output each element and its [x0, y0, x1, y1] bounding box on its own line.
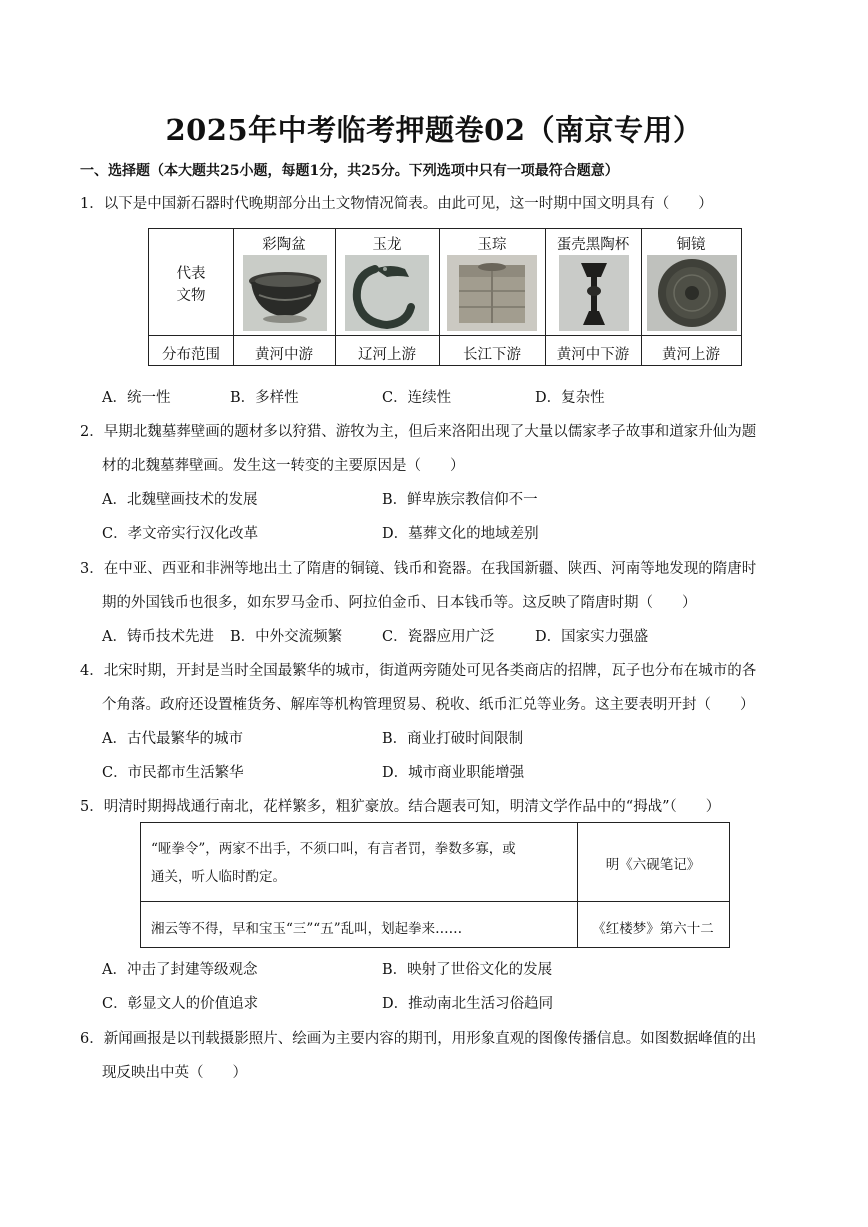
question-text-continued: 期的外国钱币也很多，如东罗马金币、阿拉伯金币、日本钱币等。这反映了隋唐时期（ ） [102, 595, 697, 611]
question-6-stem [80, 1027, 756, 1048]
artifact-name: 玉琮 [477, 237, 507, 253]
artifact-table [148, 228, 742, 366]
artifact-region: 黄河上游 [662, 347, 720, 363]
question-number: 2． [80, 424, 104, 440]
artifact-name: 玉龙 [372, 237, 402, 253]
option-c[interactable]: C．瓷器应用广泛 [382, 629, 495, 645]
question-text-continued: 现反映出中英（ ） [102, 1065, 247, 1081]
jade-dragon-icon [345, 255, 429, 331]
row-header-artifacts: 代表 文物 [176, 266, 206, 304]
option-a[interactable]: A．北魏壁画技术的发展 [102, 492, 258, 508]
question-number: 4． [80, 663, 104, 679]
option-c[interactable]: C．孝文帝实行汉化改革 [102, 526, 259, 542]
question-text-continued: 材的北魏墓葬壁画。发生这一转变的主要原因是（ ） [102, 458, 465, 474]
question-3-stem [80, 557, 756, 578]
option-d[interactable]: D．国家实力强盛 [535, 629, 649, 645]
bronze-mirror-icon [647, 255, 737, 331]
row-header-region: 分布范围 [162, 347, 220, 363]
question-text-continued: 个角落。政府还设置榷货务、解库等机构管理贸易、税收、纸币汇兑等业务。这主要表明开封（ ） [102, 697, 755, 713]
jade-cong-icon [447, 255, 537, 331]
option-a[interactable]: A．统一性 [102, 390, 171, 406]
eggshell-black-pottery-cup-icon [559, 255, 629, 331]
question-text: 北宋时期，开封是当时全国最繁华的城市，街道两旁随处可见各类商店的招牌，瓦子也分布在城市的各 [103, 663, 757, 679]
question-text: 新闻画报是以刊载摄影照片、绘画为主要内容的期刊，用形象直观的图像传播信息。如图数据峰值的出 [103, 1031, 757, 1047]
question-5-stem [80, 795, 720, 816]
option-d[interactable]: D．墓葬文化的地域差别 [382, 526, 539, 542]
section-heading: 一、选择题（本大题共25小题，每题1分，共25分。下列选项中只有一项最符合题意） [80, 163, 619, 179]
option-d[interactable]: D．复杂性 [535, 390, 605, 406]
artifact-name: 彩陶盆 [262, 237, 306, 253]
quote-source: 《红楼梦》第六十二 [592, 921, 714, 937]
option-d[interactable]: D．城市商业职能增强 [382, 765, 525, 781]
question-number: 1． [80, 196, 104, 212]
option-a[interactable]: A．古代最繁华的城市 [102, 731, 243, 747]
question-1-stem [80, 192, 713, 213]
option-c[interactable]: C．彰显文人的价值追求 [102, 996, 259, 1012]
option-a[interactable]: A．铸币技术先进 [102, 629, 214, 645]
question-4-stem [80, 659, 756, 680]
option-b[interactable]: B．映射了世俗文化的发展 [382, 962, 553, 978]
artifact-name: 铜镜 [676, 237, 706, 253]
artifact-region: 黄河中下游 [556, 347, 630, 363]
question-text: 早期北魏墓葬壁画的题材多以狩猎、游牧为主，但后来洛阳出现了大量以儒家孝子故事和道家升仙为题 [103, 424, 757, 440]
quote-source: 明《六砚笔记》 [605, 857, 701, 873]
question-2-stem [80, 420, 756, 441]
question-number: 3． [80, 561, 104, 577]
option-d[interactable]: D．推动南北生活习俗趋同 [382, 996, 554, 1012]
question-number: 6． [80, 1031, 104, 1047]
option-c[interactable]: C．市民都市生活繁华 [102, 765, 244, 781]
option-b[interactable]: B．鲜卑族宗教信仰不一 [382, 492, 538, 508]
question-text: 明清时期拇战通行南北，花样繁多，粗犷豪放。结合题表可知，明清文学作品中的“拇战”（ ） [103, 799, 721, 815]
option-a[interactable]: A．冲击了封建等级观念 [102, 962, 258, 978]
artifact-region: 辽河上游 [358, 347, 416, 363]
quote-text: “哑拳令”，两家不出手，不须口叫，有言者罚，拳数多寡，或 通关，听人临时酌定。 [151, 841, 516, 885]
quote-table [140, 822, 730, 948]
option-b[interactable]: B．多样性 [230, 390, 299, 406]
option-b[interactable]: B．中外交流频繁 [230, 629, 343, 645]
option-b[interactable]: B．商业打破时间限制 [382, 731, 524, 747]
option-c[interactable]: C．连续性 [382, 390, 452, 406]
artifact-region: 黄河中游 [255, 347, 313, 363]
artifact-region: 长江下游 [463, 347, 521, 363]
question-number: 5． [80, 799, 104, 815]
artifact-name: 蛋壳黑陶杯 [556, 237, 630, 253]
quote-text: 湘云等不得，早和宝玉“三”“五”乱叫，划起拳来…… [151, 921, 463, 937]
question-text: 在中亚、西亚和非洲等地出土了隋唐的铜镜、钱币和瓷器。在我国新疆、陕西、河南等地发现的隋唐时 [103, 561, 757, 577]
page-title: 2025年中考临考押题卷02（南京专用） [165, 113, 703, 147]
question-text: 以下是中国新石器时代晚期部分出土文物情况简表。由此可见，这一时期中国文明具有（ ） [103, 196, 713, 212]
painted-pottery-basin-icon [243, 255, 327, 331]
